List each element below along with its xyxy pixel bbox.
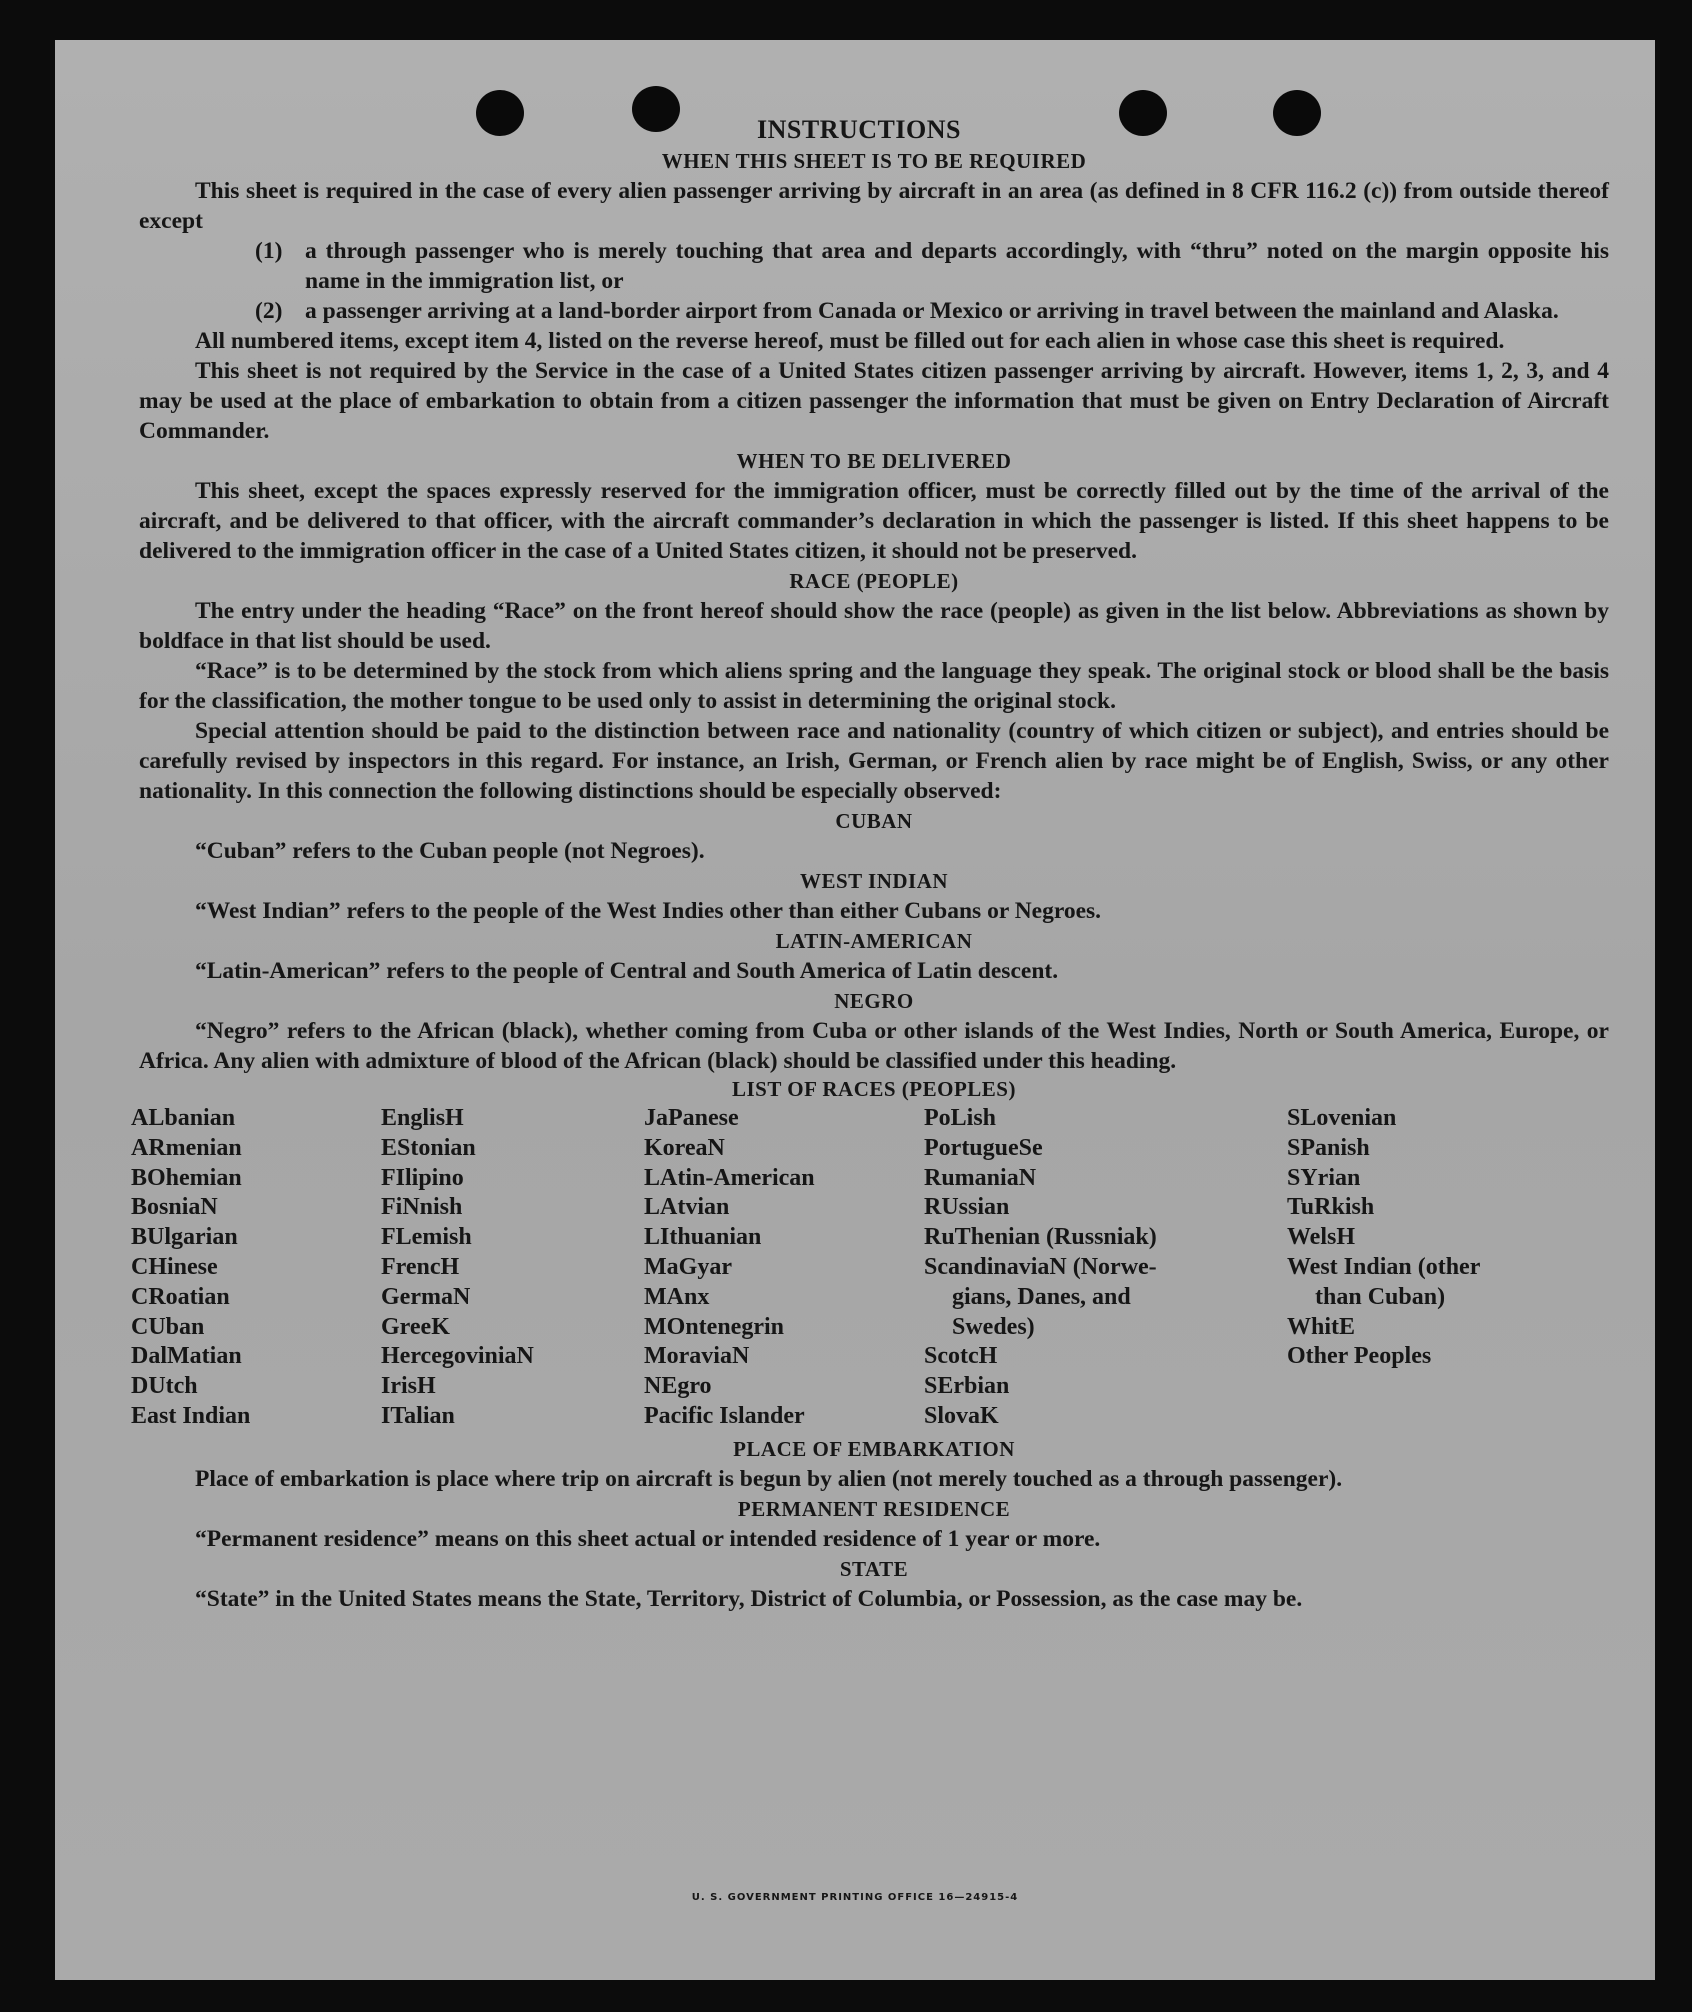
list-item-continuation: gians, Danes, and <box>952 1283 1131 1310</box>
list-item: SlovaK <box>924 1402 999 1429</box>
list-item: RuThenian (Russniak) <box>924 1224 1157 1251</box>
item-number: (2) <box>255 298 283 324</box>
list-item: PortugueSe <box>924 1134 1043 1161</box>
list-item-continuation: than Cuban) <box>1315 1283 1446 1310</box>
list-item: West Indian (other <box>1287 1253 1481 1280</box>
section-heading-when-delivered: WHEN TO BE DELIVERED <box>736 449 1012 473</box>
section-heading-embarkation: PLACE OF EMBARKATION <box>733 1437 1015 1461</box>
list-item: ITalian <box>381 1402 455 1429</box>
list-item: FiNnish <box>381 1194 463 1221</box>
list-item: GermaN <box>381 1283 471 1310</box>
item-text: a passenger arriving at a land-border airport from Canada or Mexico or arriving in travel between the mainland and Alaska. <box>305 298 1559 324</box>
list-item: SErbian <box>924 1373 1010 1400</box>
paragraph-cuban: “Cuban” refers to the Cuban people (not Negroes). <box>195 838 705 864</box>
races-column-2 <box>381 1104 534 1432</box>
list-item: FIlipino <box>381 1164 464 1191</box>
list-item: LIthuanian <box>644 1224 762 1251</box>
list-item: DUtch <box>131 1373 198 1400</box>
list-item: ARmenian <box>131 1134 242 1161</box>
section-heading-west-indian: WEST INDIAN <box>799 869 949 893</box>
races-column-4 <box>924 1104 1157 1432</box>
list-item: WhitE <box>1287 1313 1356 1340</box>
list-item: CRoatian <box>131 1283 230 1310</box>
list-item: RUssian <box>924 1194 1010 1221</box>
races-column-5 <box>1287 1104 1480 1372</box>
list-item: SPanish <box>1287 1134 1370 1161</box>
list-item: EStonian <box>381 1134 476 1161</box>
list-item: MOntenegrin <box>644 1313 784 1340</box>
paragraph-state: “State” in the United States means the State, Territory, District of Columbia, or Possession, as the case may be. <box>195 1586 1303 1612</box>
list-item: Other Peoples <box>1287 1343 1432 1370</box>
list-item: IrisH <box>381 1373 436 1400</box>
list-item: PoLish <box>924 1105 997 1131</box>
list-item: RumaniaN <box>924 1164 1037 1191</box>
section-heading-race: RACE (PEOPLE) <box>789 569 959 593</box>
list-item: MaGyar <box>644 1253 732 1280</box>
list-item: NEgro <box>644 1373 712 1400</box>
list-item: ALbanian <box>131 1105 236 1131</box>
paragraph-required-intro: This sheet is required in the case of every alien passenger arriving by aircraft in an area (as defined in 8 CFR 116.2 (c)) from outside thereof except <box>139 178 1609 234</box>
exception-item-2 <box>255 296 1609 326</box>
instructions-content <box>131 114 1609 1614</box>
paragraph-delivery: This sheet, except the spaces expressly reserved for the immigration officer, must be correctly filled out by the time of the arrival of the aircraft, and be delivered to that officer, with the aircraft commander’s declaration in which the passenger is listed. If this sheet happens to be delivered to the immigration officer in the case of a United States citizen, it should not be preserved. <box>139 478 1609 564</box>
item-number: (1) <box>255 238 283 264</box>
list-item: BOhemian <box>131 1164 242 1191</box>
item-text: a through passenger who is merely touching that area and departs accordingly, with “thru” noted on the margin opposite his name in the immigration list, or <box>305 238 1609 294</box>
list-item: CHinese <box>131 1253 218 1280</box>
list-item: Pacific Islander <box>644 1402 805 1429</box>
list-item: EnglisH <box>381 1105 464 1131</box>
list-item: MAnx <box>644 1283 710 1310</box>
section-heading-when-required: WHEN THIS SHEET IS TO BE REQUIRED <box>661 149 1087 173</box>
section-heading-negro: NEGRO <box>834 989 914 1013</box>
races-column-3 <box>644 1104 815 1432</box>
section-heading-state: STATE <box>839 1557 909 1581</box>
document-sheet <box>55 40 1655 1980</box>
list-item: LAtvian <box>644 1194 730 1221</box>
races-column-1 <box>131 1104 250 1432</box>
list-item: ScotcH <box>924 1343 998 1370</box>
paragraph-latin-american: “Latin-American” refers to the people of Central and South America of Latin descent. <box>195 958 1059 984</box>
list-item: MoraviaN <box>644 1343 750 1370</box>
list-item: JaPanese <box>644 1105 739 1131</box>
list-item: SYrian <box>1287 1164 1361 1191</box>
list-item: BosniaN <box>131 1194 218 1221</box>
races-list <box>131 1104 1609 1434</box>
paragraph-permanent-residence: “Permanent residence” means on this sheet actual or intended residence of 1 year or more. <box>195 1526 1101 1552</box>
list-item: FLemish <box>381 1224 472 1251</box>
list-item: East Indian <box>131 1402 251 1429</box>
section-heading-cuban: CUBAN <box>835 809 913 833</box>
list-item: DalMatian <box>131 1343 242 1370</box>
list-item: KoreaN <box>644 1134 725 1161</box>
paragraph-embarkation: Place of embarkation is place where trip on aircraft is begun by alien (not merely touched as a through passenger). <box>195 1466 1343 1492</box>
section-heading-latin-american: LATIN-AMERICAN <box>775 929 973 953</box>
paragraph-numbered-items: All numbered items, except item 4, listed on the reverse hereof, must be filled out for each alien in whose case this sheet is required. <box>195 328 1505 354</box>
list-item: ScandinaviaN (Norwe- <box>924 1253 1157 1280</box>
list-item-continuation: Swedes) <box>952 1313 1035 1340</box>
section-heading-list-of-races: LIST OF RACES (PEOPLES) <box>732 1077 1016 1101</box>
list-item: TuRkish <box>1287 1194 1375 1221</box>
paragraph-citizen: This sheet is not required by the Service in the case of a United States citizen passenger arriving by aircraft. However, items 1, 2, 3, and 4 may be used at the place of embarkation to obtain from a citizen passenger the information that must be given on Entry Declaration of Aircraft Commander. <box>139 358 1609 444</box>
list-item: GreeK <box>381 1313 450 1340</box>
paragraph-west-indian: “West Indian” refers to the people of the West Indies other than either Cubans or Negroes. <box>195 898 1102 924</box>
list-item: HercegoviniaN <box>381 1343 534 1370</box>
section-heading-permanent-residence: PERMANENT RESIDENCE <box>737 1497 1011 1521</box>
page-title: INSTRUCTIONS <box>757 115 961 144</box>
paragraph-race-definition: “Race” is to be determined by the stock from which aliens spring and the language they speak. The original stock or blood shall be the basis for the classification, the mother tongue to be used only to assist in determining the original stock. <box>139 658 1609 714</box>
list-item: FrencH <box>381 1253 460 1280</box>
list-item: BUlgarian <box>131 1224 238 1251</box>
exception-item-1 <box>255 236 1609 296</box>
list-item: WelsH <box>1287 1224 1356 1251</box>
printing-office-imprint: U. S. GOVERNMENT PRINTING OFFICE 16—24915-4 <box>691 1892 1019 1903</box>
paragraph-race-entry: The entry under the heading “Race” on the front hereof should show the race (people) as given in the list below. Abbreviations as shown by boldface in that list should be used. <box>139 598 1609 654</box>
list-item: LAtin-American <box>644 1164 815 1191</box>
paragraph-negro: “Negro” refers to the African (black), whether coming from Cuba or other islands of the West Indies, North or South America, Europe, or Africa. Any alien with admixture of blood of the African (black) should be classified under this heading. <box>139 1018 1609 1074</box>
list-item: SLovenian <box>1287 1105 1397 1131</box>
paragraph-race-nationality: Special attention should be paid to the distinction between race and nationality (country of which citizen or subject), and entries should be carefully revised by inspectors in this regard. For instance, an Irish, German, or French alien by race might be of English, Swiss, or any other nationality. In this connection the following distinctions should be especially observed: <box>139 718 1609 804</box>
list-item: CUban <box>131 1313 205 1340</box>
